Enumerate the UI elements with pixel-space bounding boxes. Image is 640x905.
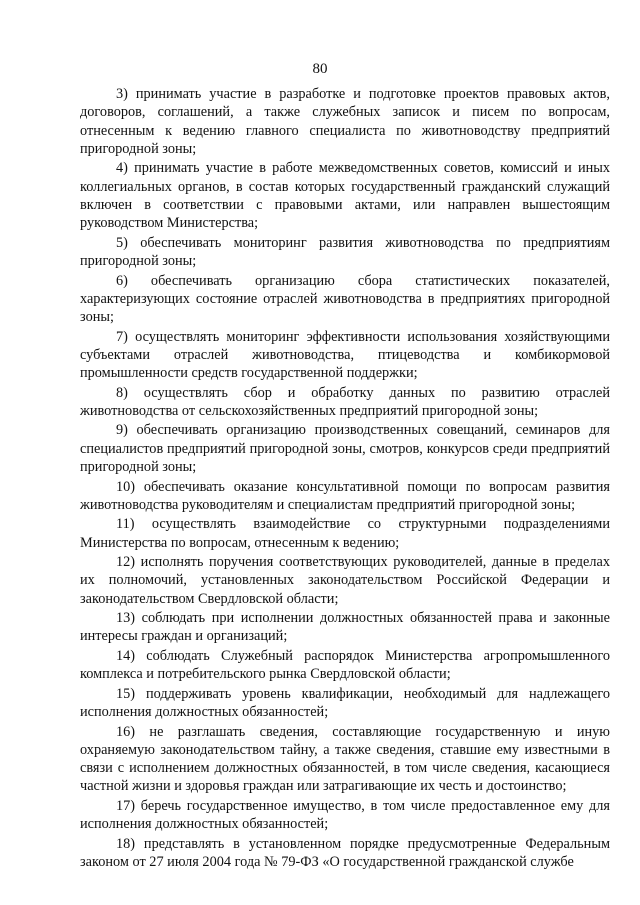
paragraph-item-8: 8) осуществлять сбор и обработку данных по развитию отраслей животноводства от сельскохозяйственных предприятий пригородной зоны;: [80, 384, 610, 419]
paragraph-item-12: 12) исполнять поручения соответствующих руководителей, данные в пределах их полномочий, установленных законодательством Российской Федерации и законодательством Свердловской области;: [80, 554, 610, 607]
paragraph-item-5: 5) обеспечивать мониторинг развития животноводства по предприятиям пригородной зоны;: [80, 234, 610, 270]
paragraph-item-11: 11) осуществлять взаимодействие со структурными подразделениями Министерства по вопросам, отнесенным к ведению;: [80, 516, 610, 551]
paragraph-item-17: 17) беречь государственное имущество, в том числе предоставленное ему для исполнения должностных обязанностей;: [80, 797, 610, 833]
paragraph-item-7: 7) осуществлять мониторинг эффективности использования хозяйствующими субъектами отраслей животноводства, птицеводства и комбикормовой промышленности средств государственной поддержки;: [80, 328, 610, 382]
paragraph-item-3: 3) принимать участие в разработке и подготовке проектов правовых актов, договоров, соглашений, а также служебных записок и писем по вопросам, отнесенным к ведению главного специалиста по животноводству предприятий пригородной зоны;: [80, 86, 610, 157]
paragraph-item-6: 6) обеспечивать организацию сбора статистических показателей, характеризующих состояние отраслей животноводства в предприятиях пригородной зоны;: [80, 272, 610, 326]
paragraph-item-13: 13) соблюдать при исполнении должностных обязанностей права и законные интересы граждан и организаций;: [80, 610, 610, 645]
paragraph-item-9: 9) обеспечивать организацию производственных совещаний, семинаров для специалистов предприятий пригородной зоны, смотров, конкурсов среди предприятий пригородной зоны;: [80, 422, 610, 476]
paragraph-item-16: 16) не разглашать сведения, составляющие государственную и иную охраняемую законодательством тайну, а также сведения, ставшие ему известными в связи с исполнением должностных обязанностей, в том числе сведения, касающиеся частной жизни и здоровья граждан или затрагивающие их честь и достоинство;: [80, 723, 610, 795]
paragraph-item-14: 14) соблюдать Служебный распорядок Министерства агропромышленного комплекса и потребительского рынка Свердловской области;: [80, 647, 610, 683]
paragraph-item-4: 4) принимать участие в работе межведомственных советов, комиссий и иных коллегиальных органов, в состав которых государственный гражданский служащий включен в соответствии с правовыми актами, или направлен вышестоящим руководством Министерства;: [80, 160, 610, 232]
paragraph-item-10: 10) обеспечивать оказание консультативной помощи по вопросам развития животноводства руководителям и специалистам предприятий пригородной зоны;: [80, 478, 610, 513]
document-body: [80, 85, 610, 872]
paragraph-item-18: 18) представлять в установленном порядке предусмотренные Федеральным законом от 27 июля 2004 года № 79-ФЗ «О государственной гражданской службе: [80, 835, 610, 870]
paragraph-item-15: 15) поддерживать уровень квалификации, необходимый для надлежащего исполнения должностных обязанностей;: [80, 685, 610, 721]
page-number: 80: [312, 61, 328, 77]
